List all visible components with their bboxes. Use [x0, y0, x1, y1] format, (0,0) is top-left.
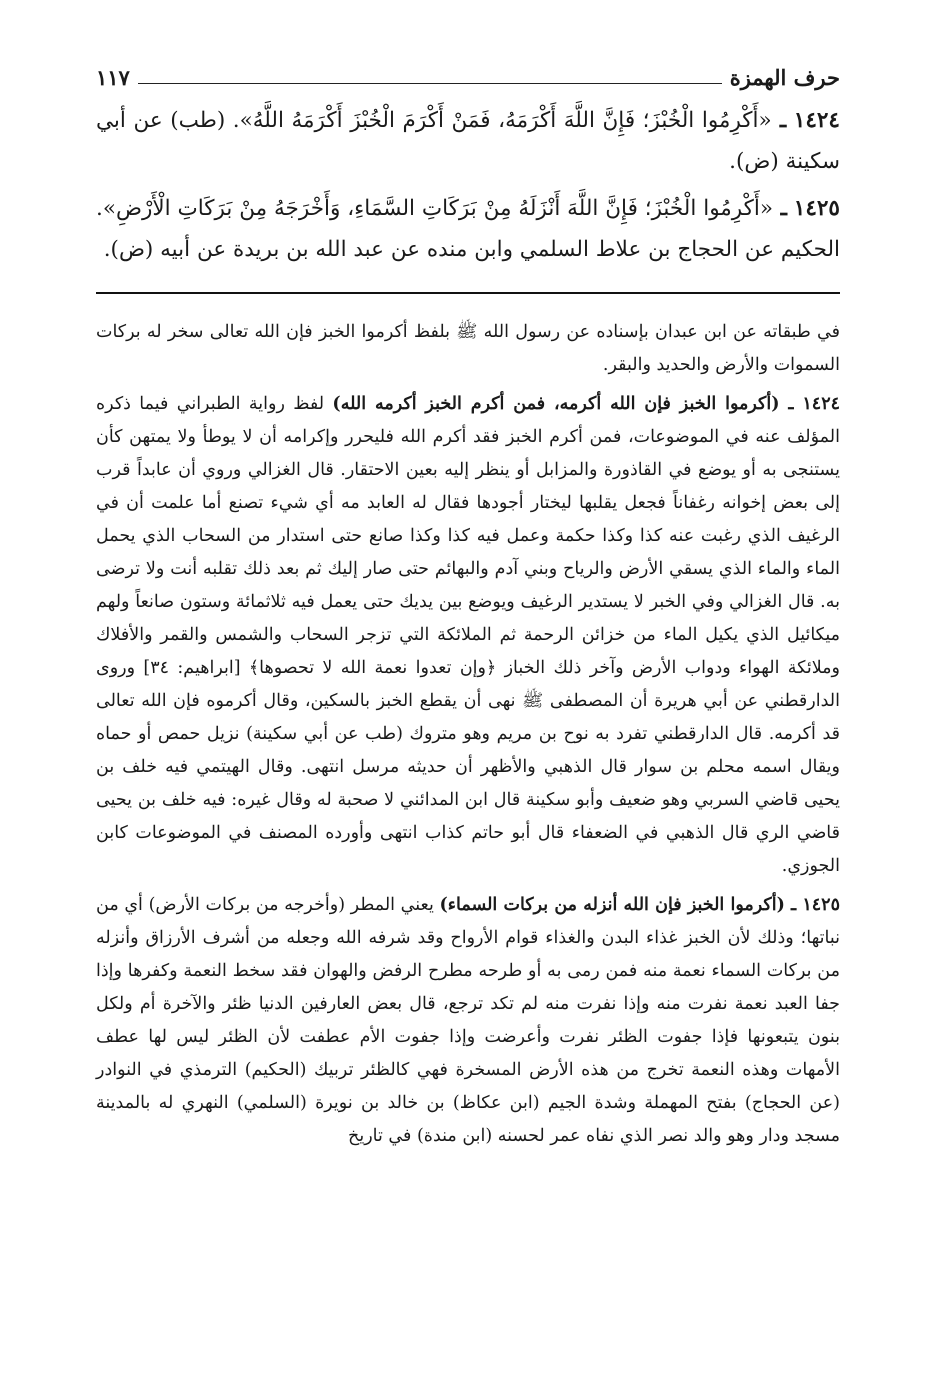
- commentary-text: يعني المطر (وأخرجه من بركات الأرض) أي من نباتها؛ وذلك لأن الخبز غذاء البدن والغذاء قوام الأرواح وقد شرفه الله وجعله من أشرف الأرزاق وأنزله من بركات السماء نعمة منه فمن رمى به أو طرحه مطرح الرفض والهوان فقد سخط النعمة وكفرها وإذا جفا العبد نعمة نفرت منه وإذا نفرت منه لم تكد ترجع، قال بعض العارفين الدنيا ظئر والآخرة أم ولكل بنون يتبعونها فإذا جفوت الظئر نفرت وأعرضت وإذا جفوت الأم عطفت لأن الظئر ليس لها عطف الأمهات وهذه النعمة تخرج من هذه الأرض المسخرة فهي كالظئر تربيك (الحكيم) الترمذي في النوادر (عن الحجاج) بفتح المهملة وشدة الجيم (ابن عكاظ) بن خالد بن نويرة (السلمي) النهري له بالمدينة مسجد ودار وهو والد نصر الذي نفاه عمر لحسنه (ابن مندة) في تاريخ: [96, 895, 840, 1146]
- commentary-paragraph: [96, 316, 840, 382]
- commentary-number: ١٤٢٤: [802, 394, 840, 414]
- commentary: [96, 316, 840, 1153]
- commentary-number: ١٤٢٥: [802, 895, 840, 915]
- page-number: ١١٧: [96, 65, 130, 90]
- running-header: [96, 50, 840, 90]
- hadith-1425: ١٤٢٥ ـ «أَكْرِمُوا الْخُبْزَ؛ فَإِنَّ اللَّهَ أَنْزَلَهُ مِنْ بَرَكَاتِ السَّمَاءِ، وَأَخْرَجَهُ مِنْ بَرَكَاتِ الْأَرْضِ». الحكيم عن الحجاج بن علاط السلمي وابن منده عن عبد الله بن بريدة عن أبيه (ض).: [96, 196, 840, 262]
- hadith-number: ١٤٢٥: [793, 196, 840, 221]
- commentary-paragraph: ١٤٢٥ ـ (أكرموا الخبز فإن الله أنزله من بركات السماء) يعني المطر (وأخرجه من بركات الأرض) أي من نباتها؛ وذلك لأن الخبز غذاء البدن والغذاء قوام الأرواح وقد شرفه الله وجعله من أشرف الأرزاق وأنزله من بركات السماء نعمة منه فمن رمى به أو طرحه مطرح الرفض والهوان فقد سخط النعمة وكفرها وإذا جفا العبد نعمة نفرت منه وإذا نفرت منه لم تكد ترجع، قال بعض العارفين الدنيا ظئر والآخرة أم ولكل بنون يتبعونها فإذا جفوت الظئر نفرت وأعرضت وإذا جفوت الأم عطفت لأن الظئر ليس لها عطف الأمهات وهذه النعمة تخرج من هذه الأرض المسخرة فهي كالظئر تربيك (الحكيم) الترمذي في النوادر (عن الحجاج) بفتح المهملة وشدة الجيم (ابن عكاظ) بن خالد بن نويرة (السلمي) النهري له بالمدينة مسجد ودار وهو والد نصر الذي نفاه عمر لحسنه (ابن مندة) في تاريخ: [96, 895, 840, 1146]
- hadith-text: «أَكْرِمُوا الْخُبْزَ؛ فَإِنَّ اللَّهَ أَكْرَمَهُ، فَمَنْ أَكْرَمَ الْخُبْزَ أَكْرَمَهُ اللَّهُ». (طب) عن أبي سكينة (ض).: [96, 108, 840, 174]
- hadith-1424: ١٤٢٤ ـ «أَكْرِمُوا الْخُبْزَ؛ فَإِنَّ اللَّهَ أَكْرَمَهُ، فَمَنْ أَكْرَمَ الْخُبْزَ أَكْرَمَهُ اللَّهُ». (طب) عن أبي سكينة (ض).: [96, 108, 840, 174]
- header-rule: [138, 83, 722, 84]
- page: [96, 50, 840, 1153]
- commentary-lead: (أكرموا الخبز فإن الله أكرمه، فمن أكرم الخبز أكرمه الله): [332, 394, 780, 414]
- hadith-number: ١٤٢٤: [793, 108, 840, 133]
- commentary-lead: (أكرموا الخبز فإن الله أنزله من بركات السماء): [439, 895, 785, 915]
- commentary-paragraph: ١٤٢٤ ـ (أكرموا الخبز فإن الله أكرمه، فمن أكرم الخبز أكرمه الله) لفظ رواية الطبراني فيما ذكره المؤلف عنه في الموضوعات، فمن أكرم الخبز فقد أكرم الله فليحرر وإكرامه أن لا يوطأ ولا يمتهن كأن يستنجى به أو يوضع في القاذورة والمزابل أو ينظر إليه بعين الاحتقار. قال الغزالي وروي أن عابداً قرب إلى بعض إخوانه رغفاناً فجعل يقلبها ليختار أجودها فقال له العابد مه أي شيء تصنع أما علمت أن في الرغيف الذي رغبت عنه كذا وكذا حكمة وعمل فيه كذا وكذا صانع حتى استدار من السحاب الذي يحمل الماء والماء الذي يسقي الأرض والرياح وبني آدم والبهائم حتى صار إليك ثم بعد ذلك تقلبه أنت ولا ترضى به. قال الغزالي وفي الخبر لا يستدير الرغيف ويوضع بين يديك حتى يعمل فيه ثلاثمائة وستون صانعاً ولهم ميكائيل الذي يكيل الماء من خزائن الرحمة ثم الملائكة التي تزجر السحاب والشمس والقمر والأفلاك وملائكة الهواء ودواب الأرض وآخر ذلك الخباز ﴿وإن تعدوا نعمة الله لا تحصوها﴾ [ابراهيم: ٣٤] وروى الدارقطني عن أبي هريرة أن المصطفى ﷺ نهى أن يقطع الخبز بالسكين، وقال أكرموه فإن الله تعالى قد أكرمه. قال الدارقطني تفرد به نوح بن مريم وهو متروك (طب عن أبي سكينة) نزيل حمص أو حماه ويقال اسمه محلم بن سوار قال الذهبي والأظهر أن حديثه مرسل انتهى. وقال الهيتمي فيه خلف بن يحيى قاضي السربي وهو ضعيف وأبو سكينة قال ابن المدائني لا صحبة له وقال غيره: فيه خلف بن يحيى قاضي الري قال الذهبي في الضعفاء قال أبو حاتم كذاب انتهى وأورده المصنف في الموضوعات كابن الجوزي.: [96, 394, 840, 876]
- commentary-text: في طبقاته عن ابن عبدان بإسناده عن رسول الله ﷺ بلفظ أكرموا الخبز فإن الله تعالى سخر له بركات السموات والأرض والحديد والبقر.: [96, 322, 840, 375]
- hadith-text: «أَكْرِمُوا الْخُبْزَ؛ فَإِنَّ اللَّهَ أَنْزَلَهُ مِنْ بَرَكَاتِ السَّمَاءِ، وَأَخْرَجَهُ مِنْ بَرَكَاتِ الْأَرْضِ». الحكيم عن الحجاج بن علاط السلمي وابن منده عن عبد الله بن بريدة عن أبيه (ض).: [96, 196, 840, 262]
- chapter-title: حرف الهمزة: [729, 65, 840, 90]
- commentary-text: لفظ رواية الطبراني فيما ذكره المؤلف عنه في الموضوعات، فمن أكرم الخبز فقد أكرم الله فليحرر وإكرامه أن لا يوطأ ولا يمتهن كأن يستنجى به أو يوضع في القاذورة والمزابل أو ينظر إليه بعين الاحتقار. قال الغزالي وروي أن عابداً قرب إلى بعض إخوانه رغفاناً فجعل يقلبها ليختار أجودها فقال له العابد مه أي شيء تصنع أما علمت أن في الرغيف الذي رغبت عنه كذا وكذا حكمة وعمل فيه كذا وكذا صانع حتى استدار من السحاب الذي يحمل الماء والماء الذي يسقي الأرض والرياح وبني آدم والبهائم حتى صار إليك ثم بعد ذلك تقلبه أنت ولا ترضى به. قال الغزالي وفي الخبر لا يستدير الرغيف ويوضع بين يديك حتى يعمل فيه ثلاثمائة وستون صانعاً ولهم ميكائيل الذي يكيل الماء من خزائن الرحمة ثم الملائكة التي تزجر السحاب والشمس والقمر والأفلاك وملائكة الهواء ودواب الأرض وآخر ذلك الخباز ﴿وإن تعدوا نعمة الله لا تحصوها﴾ [ابراهيم: ٣٤] وروى الدارقطني عن أبي هريرة أن المصطفى ﷺ نهى أن يقطع الخبز بالسكين، وقال أكرموه فإن الله تعالى قد أكرمه. قال الدارقطني تفرد به نوح بن مريم وهو متروك (طب عن أبي سكينة) نزيل حمص أو حماه ويقال اسمه محلم بن سوار قال الذهبي والأظهر أن حديثه مرسل انتهى. وقال الهيتمي فيه خلف بن يحيى قاضي السربي وهو ضعيف وأبو سكينة قال ابن المدائني لا صحبة له وقال غيره: فيه خلف بن يحيى قاضي الري قال الذهبي في الضعفاء قال أبو حاتم كذاب انتهى وأورده المصنف في الموضوعات كابن الجوزي.: [96, 394, 840, 876]
- footnote-divider: [96, 292, 840, 294]
